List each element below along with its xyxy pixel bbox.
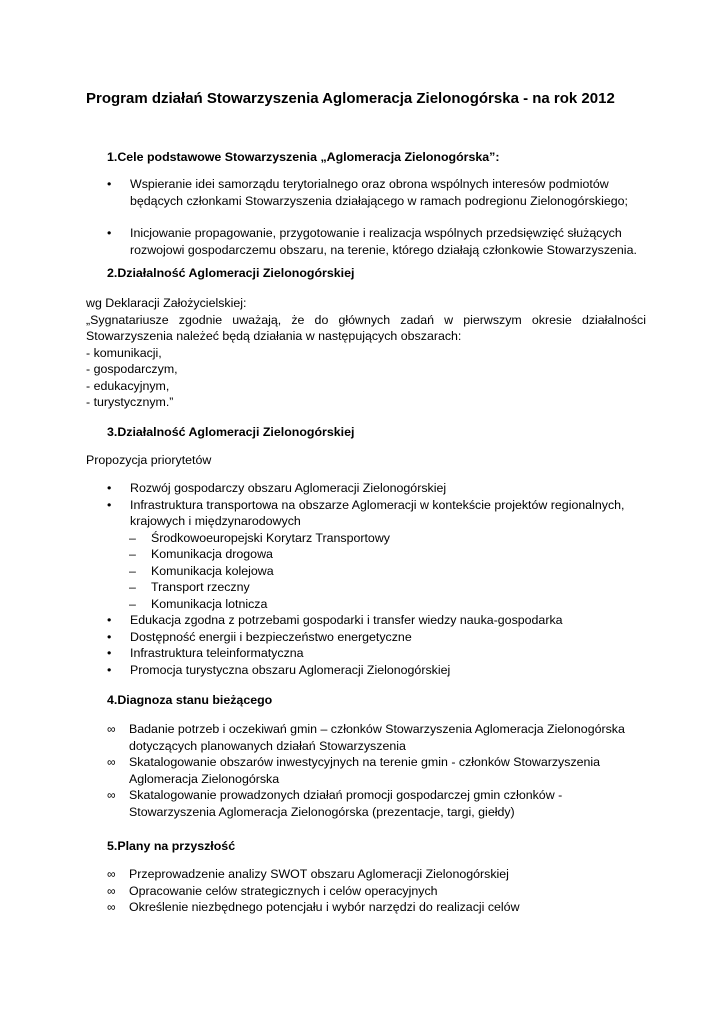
list-item-text: Infrastruktura teleinformatyczna	[130, 646, 304, 660]
section2-line: - edukacyjnym,	[86, 378, 170, 393]
sub-list-item-text: Transport rzeczny	[151, 580, 250, 594]
bullet-marker: •	[107, 177, 112, 191]
sub-list-item-text: Komunikacja lotnicza	[151, 596, 268, 611]
sub-list-item-text: Komunikacja drogowa	[151, 547, 273, 561]
infinity-bullet-icon: ∞	[107, 867, 116, 881]
bullet-marker: •	[107, 629, 112, 644]
list-item-text: Skatalogowanie prowadzonych działań promocji gospodarczej gmin członków - Stowarzyszenia Aglomeracja Zielonogórska (prezentacje, targi, giełdy)	[129, 788, 563, 819]
infinity-bullet-icon: ∞	[107, 883, 116, 898]
section4-heading: 4.Diagnoza stanu bieżącego	[107, 693, 273, 707]
infinity-bullet-icon: ∞	[107, 722, 116, 736]
dash-marker: –	[129, 547, 136, 561]
list-item-text: Przeprowadzenie analizy SWOT obszaru Aglomeracji Zielonogórskiej	[129, 867, 509, 881]
infinity-bullet-icon: ∞	[107, 755, 116, 769]
list-item	[107, 883, 647, 900]
list-item-text: Infrastruktura transportowa na obszarze Aglomeracji w kontekście projektów regionalnych, krajowych i międzynarodowych	[130, 497, 625, 528]
list-item	[107, 721, 647, 754]
list-item-text: Skatalogowanie obszarów inwestycyjnych na terenie gmin - członków Stowarzyszenia Aglomeracja Zielonogórska	[129, 755, 601, 786]
section2-line: - turystycznym.”	[86, 395, 174, 409]
list-item-text: Dostępność energii i bezpieczeństwo energetyczne	[130, 629, 412, 644]
section3-list	[107, 480, 647, 678]
section2-line: - komunikacji,	[86, 345, 162, 360]
bullet-marker: •	[107, 226, 112, 240]
list-item	[107, 866, 647, 883]
dash-marker: –	[129, 596, 136, 611]
dash-marker: –	[129, 563, 136, 578]
bullet-marker: •	[107, 613, 112, 627]
section2-quote: „Sygnatariusze zgodnie uważają, że do głównych zadań w pierwszym okresie działalności Stowarzyszenia należeć będą działania w następujących obszarach:	[86, 312, 646, 343]
sub-list-item-text: Komunikacja kolejowa	[151, 563, 274, 578]
infinity-bullet-icon: ∞	[107, 900, 116, 914]
list-item	[107, 787, 647, 820]
section3-intro: Propozycja priorytetów	[86, 453, 212, 467]
list-item-text: Określenie niezbędnego potencjału i wybór narzędzi do realizacji celów	[129, 900, 520, 914]
section2-line: - gospodarczym,	[86, 362, 178, 376]
section4-list	[107, 721, 647, 820]
sub-list-item	[107, 579, 647, 596]
sub-list-item	[107, 563, 647, 580]
sub-list-item	[107, 530, 647, 547]
list-item-text: Badanie potrzeb i oczekiwań gmin – członków Stowarzyszenia Aglomeracja Zielonogórska dotyczących planowanych działań Stowarzyszenia	[129, 722, 625, 753]
dash-marker: –	[129, 580, 136, 594]
list-item	[107, 629, 647, 646]
list-item	[107, 612, 647, 629]
list-item-text: Edukacja zgodna z potrzebami gospodarki i transfer wiedzy nauka-gospodarka	[130, 613, 563, 627]
sub-list-item	[107, 546, 647, 563]
list-item-text: Opracowanie celów strategicznych i celów operacyjnych	[129, 883, 438, 898]
list-item	[107, 225, 637, 258]
section3-sublist	[107, 530, 647, 613]
list-item	[107, 754, 647, 787]
list-item-text: Promocja turystyczna obszaru Aglomeracji Zielonogórskiej	[130, 662, 451, 677]
bullet-marker: •	[107, 646, 112, 660]
list-item-text: Wspieranie idei samorządu terytorialnego oraz obrona wspólnych interesów podmiotów będących członkami Stowarzyszenia działającego w ramach podregionu Zielonogórskiego;	[130, 177, 628, 208]
infinity-bullet-icon: ∞	[107, 788, 116, 802]
list-item	[107, 497, 647, 613]
section2-body	[86, 295, 646, 411]
section1-list	[107, 176, 637, 258]
bullet-marker: •	[107, 481, 112, 495]
bullet-marker: •	[107, 497, 112, 512]
list-item	[107, 176, 637, 209]
sub-list-item	[107, 596, 647, 613]
list-item	[107, 662, 647, 679]
document-title: Program działań Stowarzyszenia Aglomeracja Zielonogórska - na rok 2012	[86, 90, 615, 107]
list-item-text: Inicjowanie propagowanie, przygotowanie i realizacja wspólnych przedsięwzięć służących rozwojowi gospodarczemu obszaru, na terenie, którego działają członkowie Stowarzyszenia.	[130, 226, 637, 257]
section2-heading: 2.Działalność Aglomeracji Zielonogórskiej	[107, 266, 355, 280]
section3-heading: 3.Działalność Aglomeracji Zielonogórskiej	[107, 425, 355, 439]
list-item	[107, 899, 647, 916]
dash-marker: –	[129, 530, 136, 545]
section5-list	[107, 866, 647, 916]
list-item-text: Rozwój gospodarczy obszaru Aglomeracji Zielonogórskiej	[130, 481, 447, 495]
sub-list-item-text: Środkowoeuropejski Korytarz Transportowy	[151, 530, 390, 545]
list-item	[107, 480, 647, 497]
list-item	[107, 645, 647, 662]
section5-heading: 5.Plany na przyszłość	[107, 839, 236, 853]
section2-intro: wg Deklaracji Założycielskiej:	[86, 296, 247, 310]
bullet-marker: •	[107, 662, 112, 677]
section1-heading: 1.Cele podstawowe Stowarzyszenia „Aglomeracja Zielonogórska”:	[107, 150, 500, 164]
